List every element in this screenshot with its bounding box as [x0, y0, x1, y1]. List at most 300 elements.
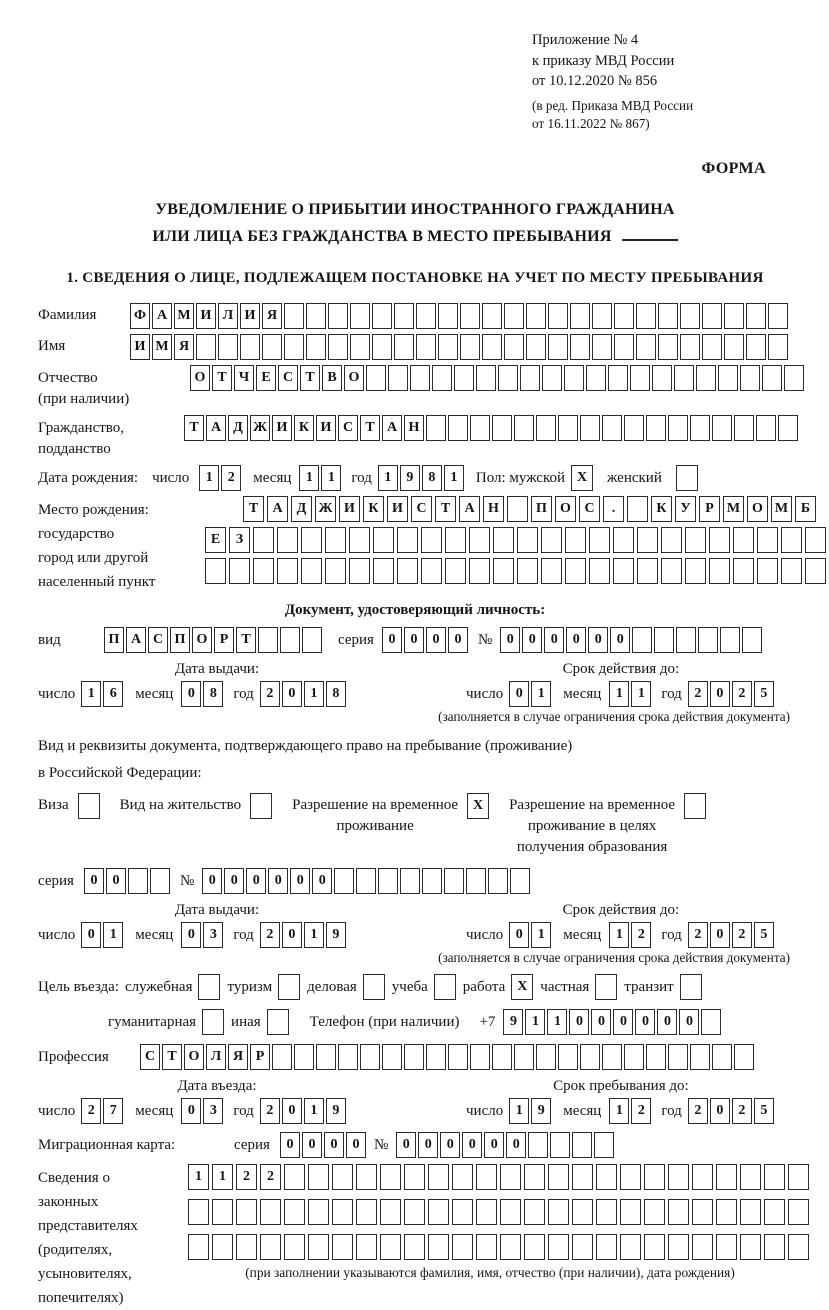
char-box[interactable]: [260, 1234, 281, 1260]
char-box[interactable]: Т: [243, 496, 264, 522]
char-box[interactable]: [280, 627, 300, 653]
char-box[interactable]: 9: [531, 1098, 551, 1124]
char-box[interactable]: [466, 868, 486, 894]
char-box[interactable]: [469, 558, 490, 584]
char-box[interactable]: [428, 1164, 449, 1190]
char-box[interactable]: [366, 365, 386, 391]
char-box[interactable]: О: [192, 627, 212, 653]
char-box[interactable]: А: [206, 415, 226, 441]
char-box[interactable]: [500, 1164, 521, 1190]
char-box[interactable]: [240, 334, 260, 360]
char-box[interactable]: [524, 1164, 545, 1190]
char-box[interactable]: [668, 1044, 688, 1070]
char-box[interactable]: 0: [181, 922, 201, 948]
char-box[interactable]: 1: [531, 681, 551, 707]
char-box[interactable]: С: [579, 496, 600, 522]
char-box[interactable]: 8: [203, 681, 223, 707]
char-box[interactable]: [709, 527, 730, 553]
char-box[interactable]: [572, 1234, 593, 1260]
char-box[interactable]: Т: [360, 415, 380, 441]
char-box[interactable]: [589, 558, 610, 584]
char-box[interactable]: С: [411, 496, 432, 522]
char-box[interactable]: 0: [302, 1132, 322, 1158]
char-box[interactable]: [548, 334, 568, 360]
char-box[interactable]: [404, 1044, 424, 1070]
char-box[interactable]: [734, 415, 754, 441]
char-box[interactable]: [652, 365, 672, 391]
char-box[interactable]: [541, 527, 562, 553]
char-box[interactable]: [805, 558, 826, 584]
char-box[interactable]: 2: [260, 1164, 281, 1190]
char-box[interactable]: [788, 1199, 809, 1225]
char-box[interactable]: 0: [544, 627, 564, 653]
char-box[interactable]: 0: [246, 868, 266, 894]
char-box[interactable]: В: [322, 365, 342, 391]
char-box[interactable]: И: [272, 415, 292, 441]
char-box[interactable]: [360, 1044, 380, 1070]
char-box[interactable]: [308, 1199, 329, 1225]
char-box[interactable]: [548, 1234, 569, 1260]
char-box[interactable]: [258, 627, 278, 653]
char-box[interactable]: З: [229, 527, 250, 553]
char-box[interactable]: [452, 1164, 473, 1190]
char-box[interactable]: [620, 1199, 641, 1225]
char-box[interactable]: [426, 1044, 446, 1070]
char-box[interactable]: [277, 527, 298, 553]
char-box[interactable]: [668, 415, 688, 441]
char-box[interactable]: М: [152, 334, 172, 360]
char-box[interactable]: Д: [228, 415, 248, 441]
char-box[interactable]: [762, 365, 782, 391]
char-box[interactable]: Р: [250, 1044, 270, 1070]
char-box[interactable]: Д: [291, 496, 312, 522]
char-box[interactable]: 1: [188, 1164, 209, 1190]
char-box[interactable]: [740, 365, 760, 391]
char-box[interactable]: [701, 1009, 721, 1035]
purpose-transit-checkbox[interactable]: [680, 974, 702, 1000]
char-box[interactable]: 2: [260, 681, 280, 707]
char-box[interactable]: Ч: [234, 365, 254, 391]
char-box[interactable]: 0: [224, 868, 244, 894]
char-box[interactable]: [380, 1234, 401, 1260]
char-box[interactable]: А: [382, 415, 402, 441]
char-box[interactable]: [524, 1199, 545, 1225]
char-box[interactable]: [742, 627, 762, 653]
char-box[interactable]: П: [104, 627, 124, 653]
char-box[interactable]: [788, 1234, 809, 1260]
char-box[interactable]: 1: [631, 681, 651, 707]
char-box[interactable]: [733, 527, 754, 553]
char-box[interactable]: П: [170, 627, 190, 653]
char-box[interactable]: [306, 303, 326, 329]
char-box[interactable]: [558, 415, 578, 441]
char-box[interactable]: А: [126, 627, 146, 653]
char-box[interactable]: [426, 415, 446, 441]
char-box[interactable]: 0: [484, 1132, 504, 1158]
char-box[interactable]: 1: [525, 1009, 545, 1035]
char-box[interactable]: [302, 627, 322, 653]
char-box[interactable]: О: [747, 496, 768, 522]
char-box[interactable]: [332, 1164, 353, 1190]
char-box[interactable]: [580, 415, 600, 441]
char-box[interactable]: [212, 1199, 233, 1225]
char-box[interactable]: [542, 365, 562, 391]
char-box[interactable]: [432, 365, 452, 391]
char-box[interactable]: [308, 1234, 329, 1260]
char-box[interactable]: [570, 334, 590, 360]
char-box[interactable]: 8: [326, 681, 346, 707]
char-box[interactable]: [236, 1234, 257, 1260]
char-box[interactable]: [614, 334, 634, 360]
char-box[interactable]: 0: [282, 922, 302, 948]
char-box[interactable]: 0: [81, 922, 101, 948]
char-box[interactable]: [526, 334, 546, 360]
char-box[interactable]: [654, 627, 674, 653]
char-box[interactable]: Е: [205, 527, 226, 553]
temp-residence-checkbox[interactable]: X: [467, 793, 489, 819]
char-box[interactable]: 0: [591, 1009, 611, 1035]
char-box[interactable]: [768, 334, 788, 360]
char-box[interactable]: [400, 868, 420, 894]
char-box[interactable]: [428, 1199, 449, 1225]
char-box[interactable]: [356, 1164, 377, 1190]
char-box[interactable]: 0: [588, 627, 608, 653]
char-box[interactable]: [644, 1164, 665, 1190]
char-box[interactable]: 0: [324, 1132, 344, 1158]
char-box[interactable]: Ж: [250, 415, 270, 441]
char-box[interactable]: [394, 334, 414, 360]
char-box[interactable]: 0: [440, 1132, 460, 1158]
char-box[interactable]: [620, 1234, 641, 1260]
char-box[interactable]: 0: [202, 868, 222, 894]
char-box[interactable]: [373, 558, 394, 584]
char-box[interactable]: Т: [300, 365, 320, 391]
char-box[interactable]: [685, 558, 706, 584]
char-box[interactable]: 0: [710, 922, 730, 948]
char-box[interactable]: [488, 868, 508, 894]
char-box[interactable]: 8: [422, 465, 442, 491]
char-box[interactable]: [712, 415, 732, 441]
char-box[interactable]: 5: [754, 922, 774, 948]
char-box[interactable]: [378, 868, 398, 894]
char-box[interactable]: [536, 1044, 556, 1070]
char-box[interactable]: [720, 627, 740, 653]
char-box[interactable]: Ж: [315, 496, 336, 522]
char-box[interactable]: [646, 415, 666, 441]
char-box[interactable]: 0: [448, 627, 468, 653]
char-box[interactable]: [277, 558, 298, 584]
char-box[interactable]: [592, 334, 612, 360]
char-box[interactable]: 2: [236, 1164, 257, 1190]
char-box[interactable]: 7: [103, 1098, 123, 1124]
char-box[interactable]: [764, 1199, 785, 1225]
char-box[interactable]: [548, 303, 568, 329]
char-box[interactable]: 0: [500, 627, 520, 653]
char-box[interactable]: [373, 527, 394, 553]
char-box[interactable]: 0: [282, 1098, 302, 1124]
char-box[interactable]: 0: [462, 1132, 482, 1158]
char-box[interactable]: [572, 1164, 593, 1190]
char-box[interactable]: [746, 334, 766, 360]
char-box[interactable]: [492, 415, 512, 441]
char-box[interactable]: [637, 558, 658, 584]
purpose-other-checkbox[interactable]: [267, 1009, 289, 1035]
char-box[interactable]: И: [196, 303, 216, 329]
char-box[interactable]: [632, 627, 652, 653]
char-box[interactable]: [404, 1164, 425, 1190]
char-box[interactable]: 0: [657, 1009, 677, 1035]
char-box[interactable]: [188, 1234, 209, 1260]
char-box[interactable]: [328, 334, 348, 360]
char-box[interactable]: 2: [732, 681, 752, 707]
char-box[interactable]: [716, 1199, 737, 1225]
char-box[interactable]: [565, 527, 586, 553]
char-box[interactable]: [596, 1234, 617, 1260]
char-box[interactable]: [570, 303, 590, 329]
char-box[interactable]: [338, 1044, 358, 1070]
char-box[interactable]: [572, 1199, 593, 1225]
char-box[interactable]: 9: [400, 465, 420, 491]
char-box[interactable]: [716, 1234, 737, 1260]
char-box[interactable]: 2: [688, 681, 708, 707]
char-box[interactable]: [630, 365, 650, 391]
char-box[interactable]: [452, 1199, 473, 1225]
char-box[interactable]: О: [555, 496, 576, 522]
purpose-business-checkbox[interactable]: [363, 974, 385, 1000]
char-box[interactable]: [470, 1044, 490, 1070]
char-box[interactable]: 0: [710, 681, 730, 707]
char-box[interactable]: [272, 1044, 292, 1070]
char-box[interactable]: А: [459, 496, 480, 522]
purpose-humanitarian-checkbox[interactable]: [202, 1009, 224, 1035]
char-box[interactable]: [188, 1199, 209, 1225]
char-box[interactable]: 0: [613, 1009, 633, 1035]
char-box[interactable]: 1: [547, 1009, 567, 1035]
char-box[interactable]: М: [174, 303, 194, 329]
char-box[interactable]: 3: [203, 922, 223, 948]
char-box[interactable]: [428, 1234, 449, 1260]
char-box[interactable]: 0: [312, 868, 332, 894]
char-box[interactable]: [284, 303, 304, 329]
char-box[interactable]: [504, 303, 524, 329]
char-box[interactable]: [528, 1132, 548, 1158]
char-box[interactable]: [757, 527, 778, 553]
char-box[interactable]: [316, 1044, 336, 1070]
char-box[interactable]: [253, 527, 274, 553]
char-box[interactable]: [476, 1199, 497, 1225]
char-box[interactable]: 1: [609, 1098, 629, 1124]
char-box[interactable]: Т: [184, 415, 204, 441]
char-box[interactable]: 2: [260, 922, 280, 948]
residence-permit-checkbox[interactable]: [250, 793, 272, 819]
char-box[interactable]: [448, 415, 468, 441]
char-box[interactable]: [624, 415, 644, 441]
char-box[interactable]: [397, 558, 418, 584]
char-box[interactable]: [284, 334, 304, 360]
char-box[interactable]: Л: [206, 1044, 226, 1070]
char-box[interactable]: 0: [181, 1098, 201, 1124]
char-box[interactable]: [756, 415, 776, 441]
char-box[interactable]: [734, 1044, 754, 1070]
char-box[interactable]: [661, 527, 682, 553]
gender-male-checkbox[interactable]: X: [571, 465, 593, 491]
char-box[interactable]: С: [338, 415, 358, 441]
char-box[interactable]: [229, 558, 250, 584]
char-box[interactable]: 2: [631, 922, 651, 948]
char-box[interactable]: Н: [483, 496, 504, 522]
char-box[interactable]: 2: [81, 1098, 101, 1124]
char-box[interactable]: [325, 527, 346, 553]
char-box[interactable]: [602, 1044, 622, 1070]
char-box[interactable]: [550, 1132, 570, 1158]
char-box[interactable]: 0: [509, 922, 529, 948]
char-box[interactable]: [620, 1164, 641, 1190]
char-box[interactable]: [668, 1234, 689, 1260]
char-box[interactable]: М: [723, 496, 744, 522]
purpose-private-checkbox[interactable]: [595, 974, 617, 1000]
char-box[interactable]: [768, 303, 788, 329]
char-box[interactable]: [724, 334, 744, 360]
char-box[interactable]: Т: [162, 1044, 182, 1070]
char-box[interactable]: [380, 1199, 401, 1225]
char-box[interactable]: Р: [699, 496, 720, 522]
char-box[interactable]: [510, 868, 530, 894]
char-box[interactable]: [784, 365, 804, 391]
char-box[interactable]: С: [278, 365, 298, 391]
char-box[interactable]: [692, 1234, 713, 1260]
char-box[interactable]: [572, 1132, 592, 1158]
char-box[interactable]: Т: [435, 496, 456, 522]
char-box[interactable]: [212, 1234, 233, 1260]
char-box[interactable]: И: [316, 415, 336, 441]
char-box[interactable]: [150, 868, 170, 894]
char-box[interactable]: О: [184, 1044, 204, 1070]
char-box[interactable]: И: [339, 496, 360, 522]
char-box[interactable]: [128, 868, 148, 894]
char-box[interactable]: [284, 1199, 305, 1225]
char-box[interactable]: [596, 1199, 617, 1225]
purpose-tourism-checkbox[interactable]: [278, 974, 300, 1000]
char-box[interactable]: [733, 558, 754, 584]
char-box[interactable]: 0: [181, 681, 201, 707]
char-box[interactable]: [328, 303, 348, 329]
char-box[interactable]: 1: [609, 922, 629, 948]
purpose-work-checkbox[interactable]: X: [511, 974, 533, 1000]
char-box[interactable]: 0: [506, 1132, 526, 1158]
char-box[interactable]: 1: [304, 922, 324, 948]
char-box[interactable]: [781, 527, 802, 553]
char-box[interactable]: 2: [631, 1098, 651, 1124]
char-box[interactable]: 2: [688, 922, 708, 948]
char-box[interactable]: [482, 303, 502, 329]
char-box[interactable]: [558, 1044, 578, 1070]
char-box[interactable]: [514, 1044, 534, 1070]
char-box[interactable]: 0: [346, 1132, 366, 1158]
char-box[interactable]: И: [130, 334, 150, 360]
char-box[interactable]: [306, 334, 326, 360]
char-box[interactable]: [349, 558, 370, 584]
char-box[interactable]: [421, 558, 442, 584]
char-box[interactable]: [421, 527, 442, 553]
char-box[interactable]: [356, 1234, 377, 1260]
char-box[interactable]: 1: [509, 1098, 529, 1124]
char-box[interactable]: Л: [218, 303, 238, 329]
char-box[interactable]: [445, 527, 466, 553]
char-box[interactable]: [586, 365, 606, 391]
char-box[interactable]: [236, 1199, 257, 1225]
char-box[interactable]: 1: [199, 465, 219, 491]
char-box[interactable]: 9: [326, 922, 346, 948]
char-box[interactable]: [356, 1199, 377, 1225]
char-box[interactable]: [589, 527, 610, 553]
char-box[interactable]: [685, 527, 706, 553]
char-box[interactable]: [476, 1164, 497, 1190]
char-box[interactable]: [692, 1199, 713, 1225]
char-box[interactable]: [740, 1164, 761, 1190]
char-box[interactable]: 1: [378, 465, 398, 491]
char-box[interactable]: [416, 303, 436, 329]
char-box[interactable]: 0: [569, 1009, 589, 1035]
char-box[interactable]: [668, 1164, 689, 1190]
char-box[interactable]: [301, 527, 322, 553]
char-box[interactable]: 0: [566, 627, 586, 653]
char-box[interactable]: [676, 627, 696, 653]
char-box[interactable]: С: [148, 627, 168, 653]
char-box[interactable]: [476, 1234, 497, 1260]
char-box[interactable]: [548, 1164, 569, 1190]
char-box[interactable]: [349, 527, 370, 553]
char-box[interactable]: [380, 1164, 401, 1190]
char-box[interactable]: [460, 334, 480, 360]
char-box[interactable]: 0: [679, 1009, 699, 1035]
char-box[interactable]: [196, 334, 216, 360]
char-box[interactable]: 0: [268, 868, 288, 894]
char-box[interactable]: [646, 1044, 666, 1070]
char-box[interactable]: 0: [396, 1132, 416, 1158]
char-box[interactable]: [608, 365, 628, 391]
char-box[interactable]: Я: [228, 1044, 248, 1070]
char-box[interactable]: [764, 1164, 785, 1190]
char-box[interactable]: 2: [688, 1098, 708, 1124]
char-box[interactable]: 6: [103, 681, 123, 707]
char-box[interactable]: 0: [509, 681, 529, 707]
char-box[interactable]: [724, 303, 744, 329]
char-box[interactable]: [404, 1234, 425, 1260]
char-box[interactable]: [325, 558, 346, 584]
char-box[interactable]: [565, 558, 586, 584]
char-box[interactable]: Н: [404, 415, 424, 441]
char-box[interactable]: С: [140, 1044, 160, 1070]
char-box[interactable]: [594, 1132, 614, 1158]
char-box[interactable]: [332, 1199, 353, 1225]
char-box[interactable]: 1: [304, 681, 324, 707]
char-box[interactable]: У: [675, 496, 696, 522]
char-box[interactable]: 1: [304, 1098, 324, 1124]
char-box[interactable]: 9: [326, 1098, 346, 1124]
char-box[interactable]: 1: [212, 1164, 233, 1190]
char-box[interactable]: [520, 365, 540, 391]
purpose-study-checkbox[interactable]: [434, 974, 456, 1000]
char-box[interactable]: [788, 1164, 809, 1190]
char-box[interactable]: [372, 303, 392, 329]
char-box[interactable]: [658, 303, 678, 329]
char-box[interactable]: 0: [382, 627, 402, 653]
char-box[interactable]: Т: [236, 627, 256, 653]
char-box[interactable]: [445, 558, 466, 584]
visa-checkbox[interactable]: [78, 793, 100, 819]
char-box[interactable]: 1: [444, 465, 464, 491]
char-box[interactable]: [548, 1199, 569, 1225]
